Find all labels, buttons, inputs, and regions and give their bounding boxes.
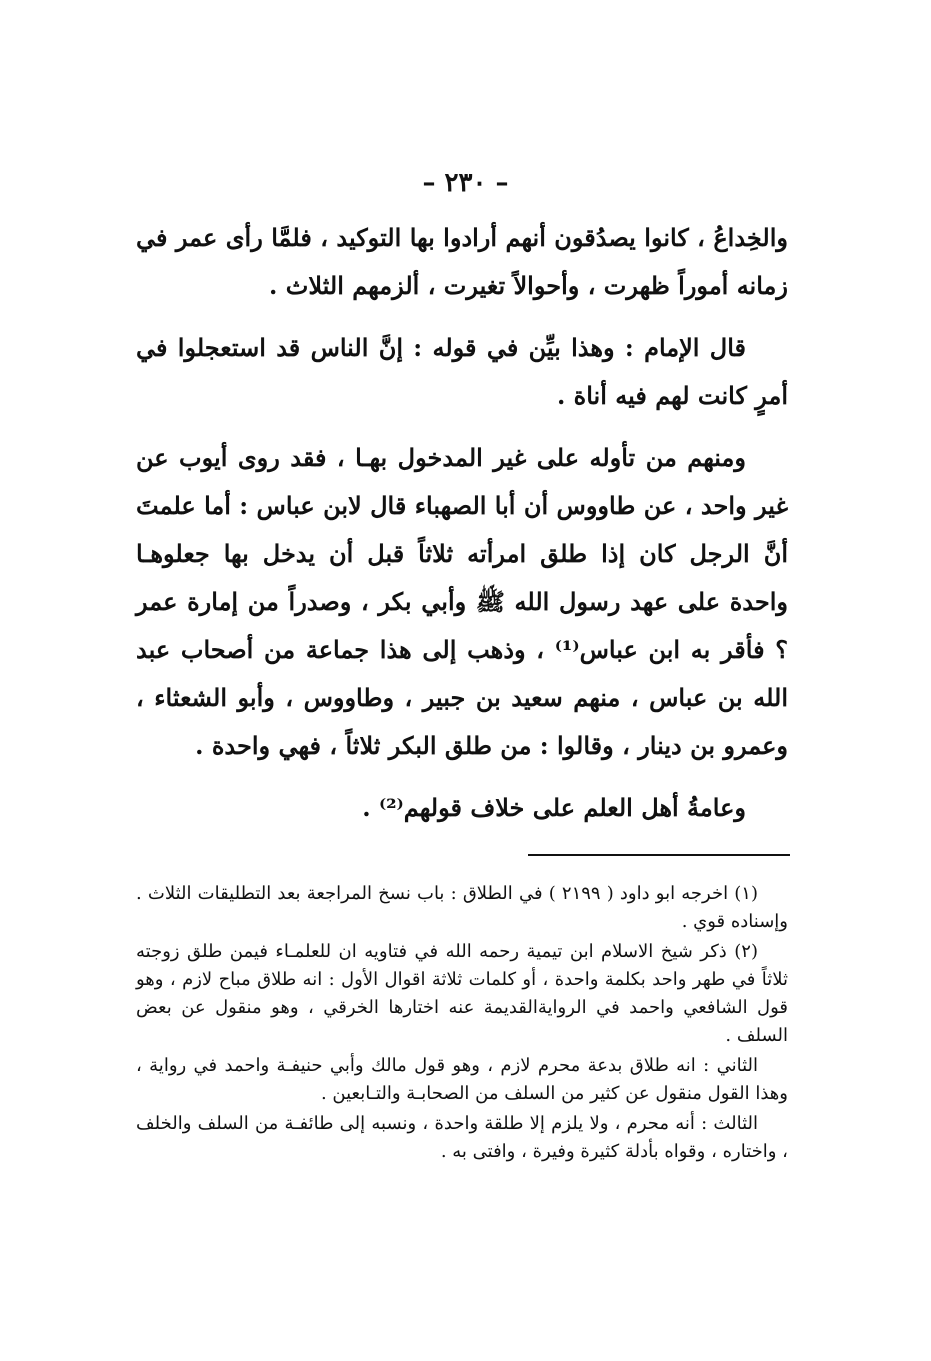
footnote-1: (١) اخرجه ابو داود ( ٢١٩٩ ) في الطلاق : باب نسخ المراجعة بعد التطليقات الثلاث . وإسناده قوي . (136, 883, 788, 932)
footnote-separator (528, 854, 790, 856)
main-paragraph-2: قال الإمام : وهذا بيِّن في قوله : إنَّ الناس قد استعجلوا في أمرٍ كانت لهم فيه أناة . (136, 333, 788, 410)
main-text (136, 214, 788, 846)
footnote-2-second-opinion: الثاني : انه طلاق بدعة محرم لازم ، وهو قول مالك وأبي حنيفـة واحمد في رواية ، وهذا القول منقول عن كثير من السلف من الصحابـة والتـابعين . (136, 1055, 788, 1104)
main-paragraph-4: وعامةُ أهل العلم على خلاف قولهم⁽²⁾ . (362, 793, 746, 822)
page-number: – ٢٣٠ – (422, 168, 509, 198)
main-paragraph-1: والخِداعُ ، كانوا يصدُقون أنهم أرادوا بها التوكيد ، فلمَّا رأى عمر في زمانه أموراً ظهرت ، وأحوالاً تغيرت ، ألزمهم الثلاث . (136, 223, 788, 300)
main-paragraph-3: ومنهم من تأوله على غير المدخول بهـا ، فقد روى أيوب عن غير واحد ، عن طاووس أن أبا الصهباء قال لابن عباس : أما علمتَ أنَّ الرجل كان إذا طلق امرأته ثلاثاً قبل أن يدخل بها جعلوهـا واحدة على عهد رسول الله ﷺ وأبي بكر ، وصدراً من إمارة عمر ؟ فأقر به ابن عباس⁽¹⁾ ، وذهب إلى هذا جماعة من أصحاب عبد الله بن عباس ، منهم سعيد بن جبير ، وطاووس ، وأبو الشعثاء ، وعمرو بن دينار ، وقالوا : من طلق البكر ثلاثاً ، فهي واحدة . (136, 443, 788, 760)
footnote-2: (٢) ذكر شيخ الاسلام ابن تيمية رحمه الله في فتاويه ان للعلمـاء فيمن طلق زوجته ثلاثاً في طهر واحد بكلمة واحدة ، أو كلمات ثلاثة اقوال الأول : انه طلاق مباح لازم ، وهو قول الشافعي واحمد في الروايةالقديمة عنه اختارها الخرقي ، وهو منقول عن بعض السلف . (136, 941, 788, 1046)
footnotes (136, 880, 788, 1168)
footnote-2-third-opinion: الثالث : أنه محرم ، ولا يلزم إلا طلقة واحدة ، ونسبه إلى طائفـة من السلف والخلف ، واختاره ، وقواه بأدلة كثيرة وفيرة ، وافتى به . (136, 1113, 788, 1162)
